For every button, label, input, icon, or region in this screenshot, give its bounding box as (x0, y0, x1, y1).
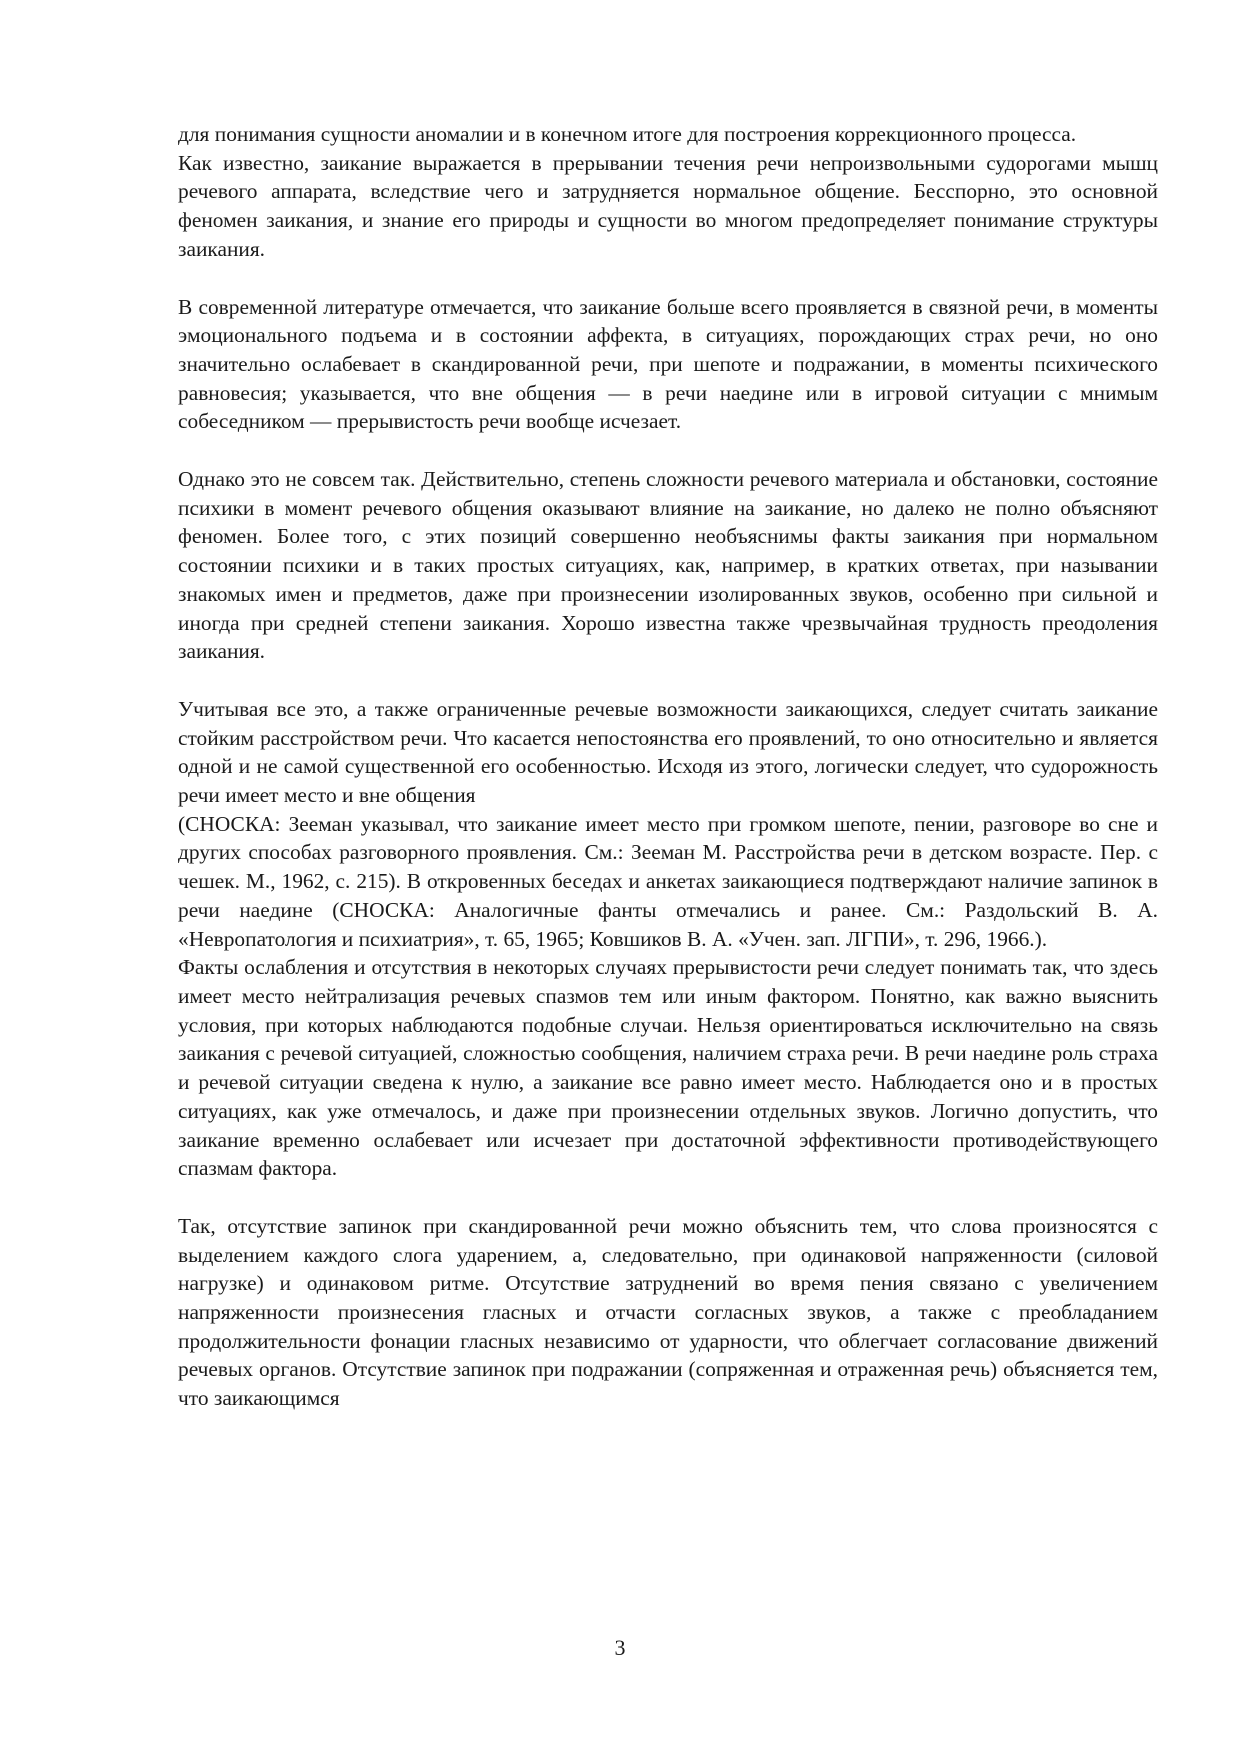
page-number: 3 (614, 1635, 626, 1660)
paragraph-7: Факты ослабления и отсутствия в некоторых случаях прерывистости речи следует понимать так, что здесь имеет место нейтрализация речевых спазмов тем или иным фактором. Понятно, как важно выяснить условия, при которых наблюдаются подобные случаи. Нельзя ориентироваться исключительно на связь заикания с речевой ситуацией, сложностью сообщения, наличием страха речи. В речи наедине роль страха и речевой ситуации сведена к нулю, а заикание все равно имеет место. Наблюдается оно и в простых ситуациях, как уже отмечалось, и даже при произнесении отдельных звуков. Логично допустить, что заикание временно ослабевает или исчезает при достаточной эффективности противодействующего спазмам фактора. (178, 955, 1158, 1181)
paragraph-3: В современной литературе отмечается, что заикание больше всего проявляется в связной речи, в моменты эмоционального подъема и в состоянии аффекта, в ситуациях, порождающих страх речи, но оно значительно ослабевает в скандированной речи, при шепоте и подражании, в моменты психического равновесия; указывается, что вне общения — в речи наедине или в игровой ситуации с мнимым собеседником — прерывистость речи вообще исчезает. (178, 294, 1158, 434)
paragraph-5: Учитывая все это, а также ограниченные речевые возможности заикающихся, следует считать заикание стойким расстройством речи. Что касается непостоянства его проявлений, то оно относительно и является одной и не самой существенной его особенностью. Исходя из этого, логически следует, что судорожность речи имеет место и вне общения (178, 696, 1158, 808)
paragraph-2: Как известно, заикание выражается в прерывании течения речи непроизвольными судорогами мышц речевого аппарата, вследствие чего и затрудняется нормальное общение. Бесспорно, это основной феномен заикания, и знание его природы и сущности во многом предопределяет понимание структуры заикания. (178, 150, 1158, 261)
body-text (178, 120, 1158, 1413)
paragraph-8: Так, отсутствие запинок при скандированной речи можно объяснить тем, что слова произносятся с выделением каждого слога ударением, а, следовательно, при одинаковой напряженности (силовой нагрузке) и одинаковом ритме. Отсутствие затруднений во время пения связано с увеличением напряженности произнесения гласных и отчасти согласных звуков, а также с преобладанием продолжительности фонации гласных независимо от ударности, что облегчает согласование движений речевых органов. Отсутствие запинок при подражании (сопряженная и отраженная речь) объясняется тем, что заикающимся (178, 1213, 1158, 1411)
paragraph-6-footnotes: (СНОСКА: Зееман указывал, что заикание имеет место при громком шепоте, пении, разговоре во сне и других способах разговорного проявления. См.: Зееман М. Расстройства речи в детском возрасте. Пер. с чешек. М., 1962, с. 215). В откровенных беседах и анкетах заикающиеся подтверждают наличие запинок в речи наедине (СНОСКА: Аналогичные фанты отмечались и ранее. См.: Раздольский В. А. «Невропатология и психиатрия», т. 65, 1965; Ковшиков В. А. «Учен. зап. ЛГПИ», т. 296, 1966.). (178, 811, 1158, 951)
paragraph-4: Однако это не совсем так. Действительно, степень сложности речевого материала и обстановки, состояние психики в момент речевого общения оказывают влияние на заикание, но далеко не полно объясняют феномен. Более того, с этих позиций совершенно необъяснимы факты заикания при нормальном состоянии психики и в таких простых ситуациях, как, например, в кратких ответах, при назывании знакомых имен и предметов, даже при произнесении изолированных звуков, особенно при сильной и иногда при средней степени заикания. Хорошо известна также чрезвычайная трудность преодоления заикания. (178, 467, 1158, 664)
paragraph-1: для понимания сущности аномалии и в конечном итоге для построения коррекционного процесса. (178, 122, 1077, 146)
